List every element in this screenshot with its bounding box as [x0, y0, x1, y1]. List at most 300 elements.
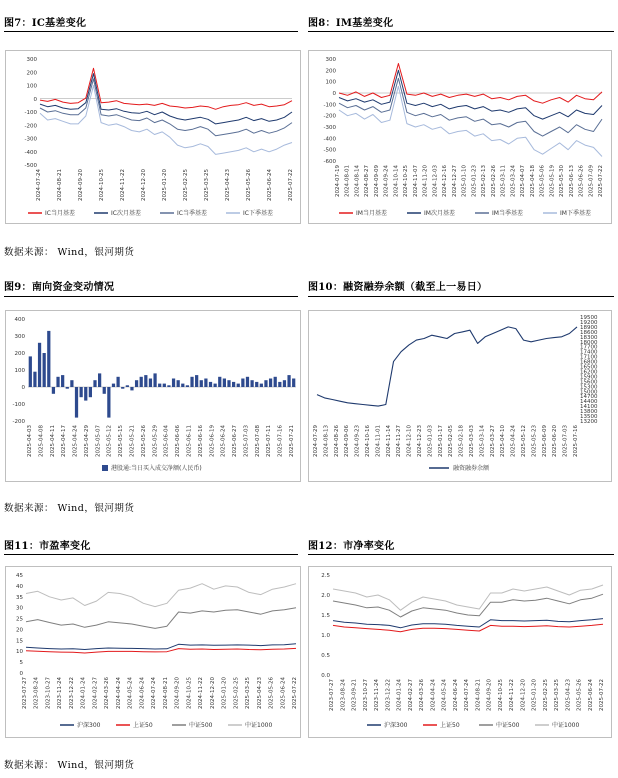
- x-tick-label: 2024-04-24: [430, 679, 437, 711]
- x-tick-label: 2024-12-20: [141, 169, 147, 201]
- x-tick-label: 2025-06-20: [552, 425, 559, 457]
- y-tick-label: -400: [323, 136, 336, 143]
- x-tick-label: 2024-10-16: [365, 425, 371, 457]
- pe-ratio-chart: [5, 566, 301, 738]
- x-tick-label: 2024-12-20: [520, 679, 527, 711]
- x-tick-label: 2025-06-09: [541, 425, 548, 457]
- legend-label: 沪深300: [77, 722, 101, 729]
- flow-bar: [264, 380, 267, 387]
- x-tick-label: 2023-10-27: [45, 677, 52, 709]
- x-tick-label: 2024-12-03: [432, 165, 439, 197]
- flow-bar: [292, 379, 295, 388]
- x-tick-label: 2025-07-08: [254, 425, 261, 457]
- x-tick-label: 2025-03-25: [245, 677, 252, 709]
- flow-bar: [144, 375, 147, 387]
- x-tick-label: 2025-05-26: [246, 169, 252, 201]
- flow-bar: [33, 372, 36, 387]
- legend-label: IM当季基差: [492, 210, 523, 217]
- x-tick-label: 2024-09-20: [486, 679, 493, 711]
- legend-label: 上证50: [133, 722, 153, 729]
- flow-bar: [112, 384, 115, 387]
- x-tick-label: 2024-11-14: [385, 425, 392, 457]
- x-tick-label: 2024-08-21: [475, 679, 482, 711]
- x-tick-label: 2023-08-24: [340, 679, 347, 711]
- x-tick-label: 2024-12-20: [209, 677, 216, 709]
- x-tick-label: 2025-05-23: [531, 425, 538, 457]
- x-tick-label: 2025-05-30: [559, 165, 566, 197]
- x-tick-label: 2024-08-26: [333, 425, 340, 457]
- x-tick-label: 2025-06-24: [220, 425, 227, 457]
- x-tick-label: 2023-12-22: [385, 679, 392, 711]
- figure-10-title: 图10：融资融券余额（截至上一易日）: [308, 282, 488, 293]
- y-tick-label: 5: [19, 660, 23, 667]
- x-tick-label: 2024-11-22: [198, 677, 205, 709]
- flow-bar: [255, 382, 258, 387]
- flow-bar: [29, 356, 32, 387]
- y-tick-label: 17100: [580, 354, 598, 361]
- y-tick-label: 18900: [580, 324, 598, 331]
- x-tick-label: 2025-06-26: [578, 165, 585, 197]
- x-tick-label: 2025-05-12: [521, 425, 527, 457]
- legend-label: 融资融券余额: [453, 465, 490, 472]
- flow-bar: [223, 379, 226, 388]
- ic-basis-chart-svg: [6, 51, 300, 223]
- title-rule: [4, 296, 298, 297]
- x-tick-label: 2025-07-16: [573, 425, 579, 457]
- x-tick-label: 2025-05-06: [539, 164, 546, 197]
- x-tick-label: 2025-02-25: [542, 679, 549, 711]
- flow-bar: [181, 384, 184, 387]
- flow-bar: [80, 387, 83, 397]
- title-rule: [308, 296, 614, 297]
- x-tick-label: 2025-04-23: [256, 677, 263, 709]
- x-tick-label: 2024-01-24: [396, 679, 403, 711]
- flow-bar: [75, 387, 78, 418]
- x-tick-label: 2025-05-12: [106, 425, 113, 457]
- y-tick-label: 15300: [580, 384, 598, 391]
- y-tick-label: 16500: [580, 364, 598, 371]
- data-source: 数据来源： Wind，银河期货: [4, 760, 135, 771]
- figure-9-title: 图9：南向资金变动情况: [4, 282, 115, 293]
- legend-label: IC当月基差: [45, 210, 75, 217]
- y-tick-label: 45: [16, 573, 23, 579]
- legend-label: 中证500: [496, 722, 520, 729]
- flow-bar: [163, 384, 166, 387]
- flow-bar: [278, 382, 281, 387]
- x-tick-label: 2025-04-17: [61, 425, 68, 457]
- series-line-IC下季基差: [40, 86, 292, 155]
- x-tick-label: 2024-10-25: [403, 165, 410, 197]
- x-tick-label: 2025-07-22: [288, 169, 294, 201]
- y-tick-label: 18300: [580, 334, 598, 341]
- y-tick-label: 14100: [580, 404, 598, 411]
- pb-ratio-chart-svg: [309, 567, 611, 737]
- x-tick-label: 2025-01-20: [531, 679, 538, 711]
- x-tick-label: 2023-09-21: [351, 679, 358, 711]
- series-line-中证1000: [26, 584, 296, 607]
- x-tick-label: 2024-11-20: [422, 165, 429, 197]
- x-tick-label: 2024-12-16: [442, 165, 449, 197]
- x-tick-label: 2025-07-16: [277, 425, 284, 457]
- legend-label: IM当月基差: [356, 210, 387, 217]
- im-basis-chart: [308, 50, 612, 224]
- x-tick-label: 2025-01-17: [437, 425, 444, 457]
- flow-bar: [38, 343, 41, 387]
- x-tick-label: 2025-05-26: [576, 679, 583, 711]
- y-tick-label: 1.5: [321, 613, 330, 619]
- y-tick-label: 10: [16, 649, 23, 656]
- y-tick-label: 300: [26, 57, 37, 63]
- y-tick-label: 15: [16, 638, 23, 645]
- x-tick-label: 2024-09-24: [383, 165, 390, 197]
- x-tick-label: 2025-03-25: [204, 169, 210, 201]
- x-tick-label: 2025-04-23: [225, 169, 231, 201]
- series-line-中证1000: [333, 585, 603, 610]
- y-tick-label: 15000: [580, 389, 598, 396]
- y-tick-label: -200: [12, 419, 25, 425]
- y-tick-label: -200: [323, 113, 336, 120]
- margin-balance-chart-svg: [309, 311, 611, 481]
- legend-label: 上证50: [440, 722, 460, 729]
- x-tick-label: 2024-08-01: [344, 165, 351, 197]
- y-tick-label: 0: [33, 96, 37, 103]
- x-tick-label: 2024-05-24: [127, 677, 134, 709]
- x-tick-label: 2025-04-10: [500, 425, 507, 457]
- x-tick-label: 2025-06-19: [209, 425, 216, 457]
- x-tick-label: 2024-10-25: [186, 677, 193, 709]
- x-tick-label: 2025-04-23: [565, 679, 572, 711]
- flow-bar: [195, 375, 198, 387]
- x-tick-label: 2024-04-24: [115, 677, 122, 709]
- y-tick-label: 18000: [580, 339, 598, 346]
- series-line-中证500: [26, 608, 296, 629]
- legend-label: 中证1000: [245, 722, 273, 729]
- x-tick-label: 2025-02-05: [448, 425, 455, 457]
- flow-bar: [135, 380, 138, 387]
- legend-label: 中证500: [189, 722, 213, 729]
- x-tick-label: 2025-06-24: [587, 679, 594, 711]
- x-tick-label: 2024-10-25: [99, 169, 105, 201]
- x-tick-label: 2025-01-03: [427, 425, 434, 457]
- y-tick-label: -100: [12, 402, 25, 408]
- flow-bar: [149, 379, 152, 388]
- x-tick-label: 2025-05-19: [549, 165, 556, 197]
- y-tick-label: 17400: [580, 349, 598, 356]
- y-tick-label: 200: [14, 351, 25, 357]
- y-tick-label: -600: [323, 159, 336, 165]
- x-tick-label: 2025-03-27: [489, 425, 496, 457]
- x-tick-label: 2025-01-10: [461, 165, 468, 197]
- x-tick-label: 2025-01-23: [471, 165, 478, 197]
- x-tick-label: 2025-04-24: [510, 425, 517, 457]
- x-tick-label: 2024-10-14: [393, 165, 400, 197]
- series-line-沪深300: [26, 644, 296, 650]
- x-tick-label: 2024-08-13: [323, 425, 330, 457]
- x-tick-label: 2025-07-09: [588, 165, 595, 197]
- x-tick-label: 2025-06-27: [232, 425, 239, 457]
- y-tick-label: 0: [19, 671, 23, 677]
- flow-bar: [107, 387, 110, 418]
- y-tick-label: 0: [21, 385, 25, 391]
- x-tick-label: 2024-09-23: [354, 425, 361, 457]
- y-tick-label: 15900: [580, 374, 598, 381]
- margin-balance-chart: [308, 310, 612, 482]
- y-tick-label: 2.0: [321, 593, 330, 599]
- flow-bar: [93, 380, 96, 387]
- flow-bar: [274, 377, 277, 387]
- flow-bar: [47, 331, 50, 387]
- x-tick-label: 2025-03-03: [469, 425, 475, 457]
- title-rule: [4, 31, 298, 32]
- y-tick-label: 13200: [580, 419, 598, 425]
- legend-swatch: [102, 465, 108, 471]
- y-tick-label: 30: [16, 605, 23, 612]
- x-tick-label: 2025-03-25: [554, 679, 560, 711]
- x-tick-label: 2024-07-29: [313, 425, 319, 457]
- title-rule: [308, 554, 614, 555]
- figure-11-title: 图11：市盈率变化: [4, 541, 91, 552]
- x-tick-label: 2023-10-27: [362, 679, 369, 711]
- x-tick-label: 2025-01-20: [162, 169, 168, 201]
- y-tick-label: 0.0: [321, 673, 330, 679]
- y-tick-label: -300: [323, 125, 336, 131]
- x-tick-label: 2024-06-24: [452, 679, 459, 711]
- x-tick-label: 2025-06-16: [197, 425, 204, 457]
- x-tick-label: 2024-09-20: [78, 169, 84, 201]
- flow-bar: [43, 353, 46, 387]
- x-tick-label: 2024-06-24: [139, 677, 146, 709]
- x-tick-label: 2025-06-24: [280, 677, 287, 709]
- series-line-IC当季基差: [40, 79, 292, 136]
- flow-bar: [218, 377, 221, 387]
- flow-bar: [246, 377, 249, 387]
- y-tick-label: 18600: [580, 329, 598, 336]
- x-tick-label: 2024-02-27: [407, 679, 414, 711]
- y-tick-label: 17700: [580, 344, 598, 351]
- x-tick-label: 2024-03-26: [419, 679, 425, 711]
- y-tick-label: 13500: [580, 414, 598, 421]
- flow-bar: [153, 373, 156, 387]
- y-tick-label: 40: [16, 583, 23, 590]
- legend-label: 中证1000: [552, 722, 580, 729]
- x-tick-label: 2024-11-27: [396, 425, 403, 457]
- flow-bar: [98, 373, 101, 387]
- flow-bar: [89, 387, 92, 397]
- flow-bar: [232, 382, 235, 387]
- flow-bar: [116, 377, 119, 387]
- x-tick-label: 2025-07-11: [266, 425, 273, 457]
- x-tick-label: 2024-11-07: [412, 165, 419, 197]
- y-tick-label: 1.0: [321, 633, 330, 639]
- flow-bar: [177, 380, 180, 387]
- x-tick-label: 2024-11-01: [375, 425, 382, 457]
- series-line-IM次月基差: [339, 70, 602, 119]
- figure-7-title: 图7：IC基差变化: [4, 18, 87, 29]
- y-tick-label: 200: [26, 70, 37, 77]
- x-tick-label: 2025-04-03: [27, 425, 33, 457]
- x-tick-label: 2025-07-22: [292, 677, 298, 709]
- x-tick-label: 2025-07-03: [562, 425, 569, 457]
- flow-bar: [84, 387, 87, 401]
- flow-bar: [140, 377, 143, 387]
- x-tick-label: 2024-07-24: [464, 679, 470, 711]
- x-tick-label: 2025-06-13: [568, 165, 575, 197]
- y-tick-label: -200: [24, 123, 37, 130]
- x-tick-label: 2025-06-11: [186, 425, 193, 457]
- y-tick-label: 300: [14, 334, 25, 340]
- x-tick-label: 2024-12-10: [406, 425, 413, 457]
- x-tick-label: 2025-07-22: [599, 679, 605, 711]
- y-tick-label: 13800: [580, 409, 598, 416]
- legend-label: IC下季基差: [243, 210, 273, 217]
- southbound-flow-chart-svg: [6, 311, 300, 481]
- series-line-IC当月基差: [40, 68, 292, 109]
- series-line-融资融券余额: [317, 327, 577, 406]
- flow-bar: [66, 387, 69, 389]
- x-tick-label: 2024-07-24: [36, 169, 42, 201]
- x-tick-label: 2024-07-19: [335, 165, 341, 197]
- im-basis-chart-svg: [309, 51, 611, 223]
- y-tick-label: -500: [24, 163, 37, 169]
- x-tick-label: 2025-02-26: [490, 165, 497, 197]
- figure-12-title: 图12：市净率变化: [308, 541, 395, 552]
- flow-bar: [158, 384, 161, 387]
- flow-bar: [283, 380, 286, 387]
- flow-bar: [260, 384, 263, 387]
- y-tick-label: 16200: [580, 369, 598, 376]
- flow-bar: [209, 382, 212, 387]
- pe-ratio-chart-svg: [6, 567, 300, 737]
- y-tick-label: 25: [16, 616, 23, 623]
- flow-bar: [214, 384, 217, 387]
- flow-bar: [227, 380, 230, 387]
- y-tick-label: 19500: [580, 315, 598, 321]
- flow-bar: [70, 380, 73, 387]
- y-tick-label: 14400: [580, 399, 598, 406]
- y-tick-label: 19200: [580, 319, 598, 326]
- flow-bar: [190, 377, 193, 387]
- x-tick-label: 2023-07-27: [22, 677, 28, 709]
- x-tick-label: 2024-11-22: [509, 679, 515, 711]
- legend-label: IM次月基差: [424, 210, 455, 217]
- x-tick-label: 2025-03-11: [500, 165, 507, 197]
- flow-bar: [52, 387, 55, 394]
- x-tick-label: 2025-04-08: [38, 425, 45, 457]
- x-tick-label: 2023-11-24: [374, 679, 380, 711]
- y-tick-label: -300: [24, 136, 37, 143]
- x-tick-label: 2024-08-21: [162, 677, 169, 709]
- title-rule: [308, 31, 614, 32]
- x-tick-label: 2025-02-18: [458, 425, 465, 457]
- y-tick-label: 2.5: [321, 573, 330, 579]
- x-tick-label: 2024-10-25: [497, 679, 504, 711]
- x-tick-label: 2025-03-24: [510, 165, 517, 197]
- x-tick-label: 2025-03-14: [479, 425, 486, 457]
- legend-label: IC次月基差: [111, 210, 141, 217]
- y-tick-label: 100: [325, 79, 336, 86]
- flow-bar: [250, 380, 253, 387]
- x-tick-label: 2024-12-23: [417, 425, 423, 457]
- y-tick-label: -400: [24, 149, 37, 156]
- flow-bar: [103, 387, 106, 394]
- x-tick-label: 2025-07-22: [598, 165, 604, 197]
- y-tick-label: 100: [26, 83, 37, 90]
- flow-bar: [269, 379, 272, 388]
- series-line-IM下季基差: [339, 86, 602, 156]
- x-tick-label: 2024-01-24: [80, 677, 87, 709]
- flow-bar: [287, 375, 290, 387]
- x-tick-label: 2024-07-24: [151, 677, 158, 709]
- flow-bar: [241, 379, 244, 388]
- x-tick-label: 2024-08-21: [57, 169, 63, 201]
- title-rule: [4, 554, 298, 555]
- x-tick-label: 2025-04-18: [529, 165, 536, 197]
- flow-bar: [172, 379, 175, 388]
- x-tick-label: 2025-02-13: [481, 165, 488, 197]
- y-tick-label: 400: [14, 317, 25, 323]
- x-tick-label: 2024-09-09: [373, 165, 380, 197]
- flow-bar: [61, 375, 64, 387]
- y-tick-label: 15600: [580, 379, 598, 386]
- x-tick-label: 2025-01-20: [221, 677, 228, 709]
- flow-bar: [126, 385, 129, 387]
- y-tick-label: -500: [323, 147, 336, 154]
- flow-bar: [167, 385, 170, 387]
- x-tick-label: 2025-05-15: [118, 425, 125, 457]
- x-tick-label: 2024-09-06: [344, 425, 351, 457]
- x-tick-label: 2025-05-29: [152, 425, 159, 457]
- x-tick-label: 2025-05-26: [268, 677, 275, 709]
- series-line-IM当月基差: [339, 64, 602, 104]
- x-tick-label: 2023-11-24: [57, 677, 64, 709]
- x-tick-label: 2024-02-27: [92, 677, 99, 709]
- x-tick-label: 2025-05-26: [140, 425, 147, 457]
- legend-label: IC当季基差: [177, 210, 207, 217]
- x-tick-label: 2025-06-04: [163, 425, 170, 457]
- y-tick-label: 100: [14, 368, 25, 374]
- x-tick-label: 2025-06-24: [267, 169, 273, 201]
- x-tick-label: 2024-08-27: [364, 165, 371, 197]
- y-tick-label: 16800: [580, 359, 598, 366]
- x-tick-label: 2024-05-24: [441, 679, 448, 711]
- series-line-上证50: [333, 624, 603, 632]
- legend-label: IM下季基差: [560, 210, 591, 217]
- flow-bar: [186, 385, 189, 387]
- flow-bar: [56, 377, 59, 387]
- flow-bar: [200, 380, 203, 387]
- y-tick-label: 35: [16, 594, 23, 601]
- series-line-中证500: [333, 594, 603, 617]
- x-tick-label: 2025-04-24: [72, 425, 79, 457]
- x-tick-label: 2025-04-29: [83, 425, 90, 457]
- data-source: 数据来源： Wind，银河期货: [4, 503, 135, 514]
- ic-basis-chart: [5, 50, 301, 224]
- x-tick-label: 2024-12-27: [451, 165, 458, 197]
- southbound-flow-chart: [5, 310, 301, 482]
- x-tick-label: 2025-02-25: [183, 169, 189, 201]
- y-tick-label: 200: [325, 68, 336, 75]
- x-tick-label: 2024-03-26: [104, 677, 111, 709]
- y-tick-label: 0.5: [321, 653, 330, 659]
- x-tick-label: 2025-04-11: [49, 425, 56, 457]
- x-tick-label: 2023-07-27: [329, 679, 335, 711]
- legend-label: 沪深300: [384, 722, 408, 729]
- flow-bar: [121, 387, 124, 389]
- legend-label: 港股通:当日买入成交净额(人民币): [111, 465, 202, 472]
- y-tick-label: 20: [16, 627, 23, 634]
- flow-bar: [204, 379, 207, 388]
- y-tick-label: 14700: [580, 394, 598, 401]
